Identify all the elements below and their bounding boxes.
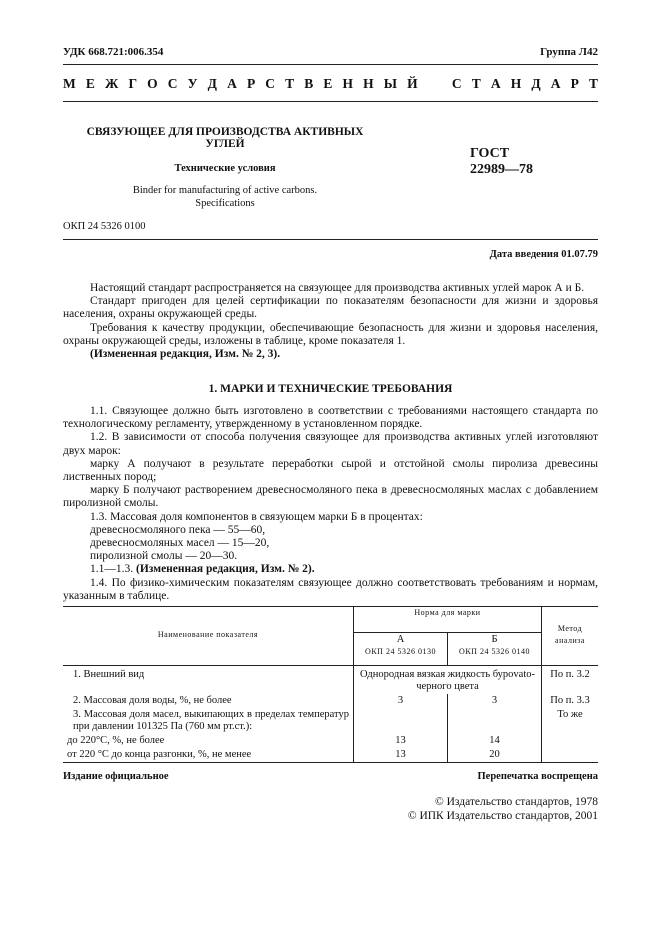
table-row: до 220°С, %, не более [67,734,165,746]
document-subtitle: Технические условия [174,163,276,174]
section-1-heading: 1. МАРКИ И ТЕХНИЧЕСКИЕ ТРЕБОВАНИЯ [208,383,453,395]
footer-rule [63,762,598,763]
table-row: 1. Внешний вид [73,668,145,680]
english-title: Binder for manufacturing of active carbons. Specifications [132,185,318,209]
group-code: Группа Л42 [540,46,598,58]
reprint-prohibited: Перепечатка воспрещена [477,771,598,782]
col-header-method: Метод анализа [542,606,599,665]
effective-date: Дата введения 01.07.79 [489,249,598,260]
title-rule [63,239,598,240]
interstate-standard-banner: М Е Ж Г О С У Д А Р С Т В Е Н Н Ы Й С Т А Н Д А Р Т [63,76,598,91]
header-rule-bottom [63,101,598,102]
okp-code: ОКП 24 5326 0100 [63,221,146,232]
header-rule-top [63,64,598,65]
udk-code: УДК 668.721:006.354 [63,46,164,58]
col-header-name: Наименование показателя [157,630,259,640]
col-header-a: А ОКП 24 5326 0130 [354,632,448,665]
table-row: от 220 °С до конца разгонки, %, не менее [67,748,252,760]
table-row: 3. Массовая доля масел, выкипающих в пределах температур при давлении 101325 Па (760 мм рт.ст.): [73,708,349,732]
col-header-b: Б ОКП 24 5326 0140 [447,632,541,665]
col-header-norm: Норма для марки [354,606,542,632]
section-1-text: 1.1. Связующее должно быть изготовлено в соответствии с требованиями настоящего стандарта по технологическому регламенту, утвержденному в установленном порядке. 1.2. В зависимости от способа получения связующее для производства активных углей изготовляют двух марок: марку А получают в результате переработки сырой и отстойной смолы пиролиза древесины лиственных пород; марку Б получают растворением древесносмоляного пека в древесносмоляных маслах с добавлением пиролизной смолы. 1.3. Массовая доля компонентов в связующем марки Б в процентах: древесносмоляного пека — 55—60, древесносмоляных масел — 15—20, пиролизной смолы — 20—30. 1.1—1.3. (Измененная редакция, Изм. № 2). 1.4. По физико-химическим показателям связующее должно соответствовать требованиям и нормам, указанным в таблице. [63,405,598,602]
table-row: 2. Массовая доля воды, %, не более [73,694,232,706]
gost-number: ГОСТ 22989—78 [470,146,533,177]
specs-table: Наименование показателя Норма для марки Метод анализа А ОКП 24 5326 0130 Б ОКП 24 5326 0140 1. Внешний вид Однородная вязкая жидкость бурovato-черного цвета По п. 3.2 2. Массовая доля воды, %, не более 3 3 По п. 3.3 3. Массовая доля масел, выкипающих в пределах температур при давлении 101325 Па (760 мм рт.ст.): То же до 220°С, %, не более 13 14 от 220 °С до конца разгонки, %, не менее 13 20 [63,606,598,762]
copyright: © Издательство стандартов, 1978 © ИПК Издательство стандартов, 2001 [407,796,598,822]
document-title: СВЯЗУЮЩЕЕ ДЛЯ ПРОИЗВОДСТВА АКТИВНЫХ УГЛЕЙ [86,126,364,150]
intro-text: Настоящий стандарт распространяется на связующее для производства активных углей марок А и Б. Стандарт пригоден для целей сертификации по показателям безопасности для жизни и здоровья населения, охраны окружающей среды. Требования к качеству продукции, обеспечивающие безопасность для жизни и здоровья населения, охраны окружающей среды, изложены в таблице, кроме показателя 1. (Измененная редакция, Изм. № 2, 3). [63,282,598,361]
official-edition: Издание официальное [63,771,169,782]
